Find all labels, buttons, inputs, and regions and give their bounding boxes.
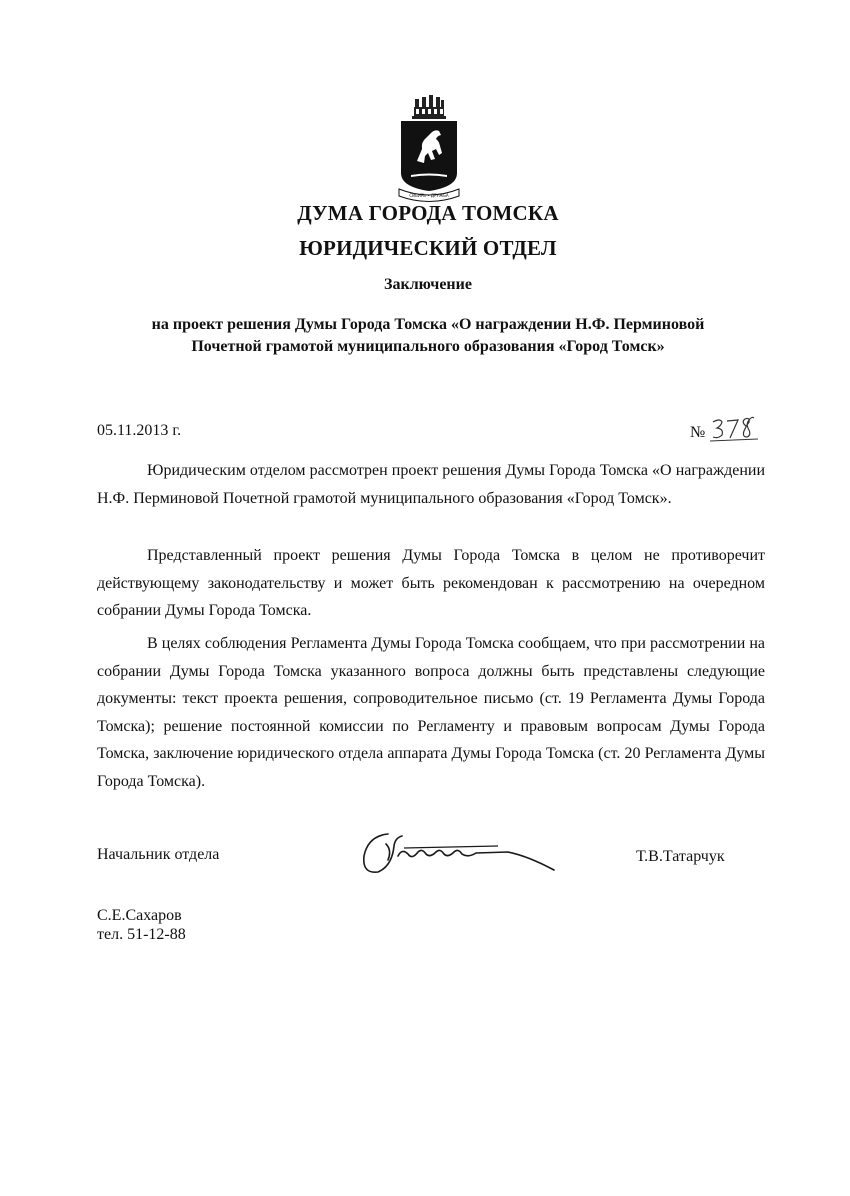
body-paragraph-1: Юридическим отделом рассмотрен проект решения Думы Города Томска «О награждении Н.Ф. Перминовой Почетной грамотой муниципального образования «Город Томск». [97, 462, 765, 507]
subject-line-1: на проект решения Думы Города Томска «О награждении Н.Ф. Перминовой [151, 316, 705, 333]
executor-block [97, 906, 186, 944]
signatory-position: Начальник отдела [97, 846, 220, 863]
number-sign: № [690, 424, 706, 441]
handwritten-signature-icon [358, 826, 558, 880]
document-type: Заключение [384, 276, 472, 293]
department-name: ЮРИДИЧЕСКИЙ ОТДЕЛ [299, 236, 557, 260]
executor-phone: тел. 51-12-88 [97, 926, 186, 943]
body-paragraph-2: Представленный проект решения Думы Города Томска в целом не противоречит действующему законодательству и может быть рекомендован к рассмотрению на очередном собрании Думы Города Томска. [97, 547, 765, 619]
body-paragraph-3: В целях соблюдения Регламента Думы Города Томска сообщаем, что при рассмотрении на собрании Думы Города Томска указанного вопроса должны быть представлены следующие документы: текст проекта решения, сопроводительное письмо (ст. 19 Регламента Думы Города Томска); решение постоянной комиссии по Регламенту и правовым вопросам Думы Города Томска, заключение юридического отдела аппарата Думы Города Томска (ст. 20 Регламента Думы Города Томска). [97, 635, 765, 790]
executor-name: С.Е.Сахаров [97, 907, 182, 924]
document-number [690, 414, 770, 448]
subject-line-2: Почетной грамотой муниципального образования «Город Томск» [191, 338, 665, 355]
signatory-name: Т.В.Татарчук [636, 848, 725, 865]
document-date: 05.11.2013 г. [97, 422, 182, 439]
svg-text:СИБИРЬ • ДРУЖБА: СИБИРЬ • ДРУЖБА [409, 193, 449, 198]
tomsk-coat-of-arms-icon [395, 93, 463, 203]
organization-name: ДУМА ГОРОДА ТОМСКА [297, 201, 559, 225]
handwritten-number-icon [708, 414, 768, 446]
document-subject [0, 314, 850, 358]
